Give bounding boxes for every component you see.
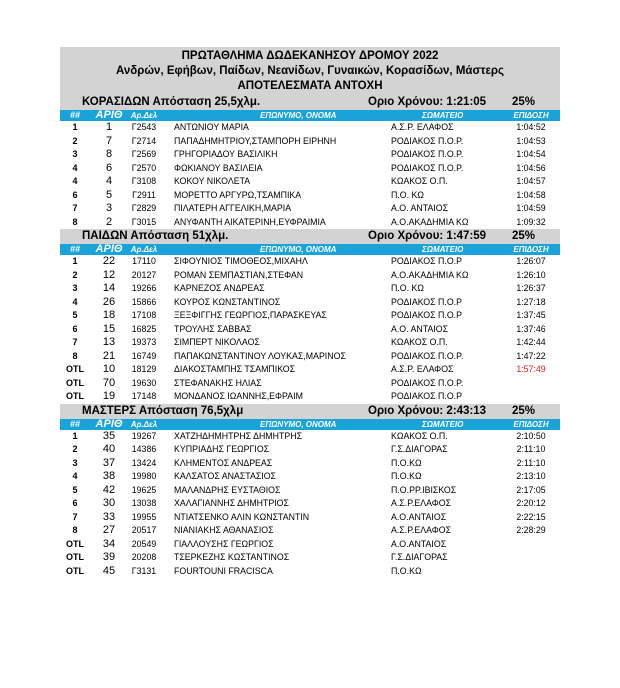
rank-cell: 3: [72, 457, 78, 468]
club-cell: ΡΟΔΙΑΚΟΣ Π.Ο.Ρ.: [391, 149, 464, 159]
license-cell: Γ2570: [131, 162, 157, 173]
club-cell: Π.Ο. ΚΩ: [391, 189, 424, 200]
time-cell: 2:13:10: [516, 471, 546, 481]
rank-cell: OTL: [66, 391, 84, 401]
license-cell: 17108: [131, 310, 157, 320]
athlete-name-cell: ΓΡΗΓΟΡΙΑΔΟΥ ΒΑΣΙΛΙΚΗ: [174, 149, 278, 159]
header-title: ΠΡΩΤΑΘΛΗΜΑ ΔΩΔΕΚΑΝΗΣΟΥ ΔΡΟΜΟΥ 2022: [181, 50, 439, 62]
athlete-name-cell: ΣΙΦΟΥΝΙΟΣ ΤΙΜΟΘΕΟΣ,ΜΙΧΑΗΛ: [174, 256, 308, 266]
rank-cell: 6: [72, 498, 78, 508]
athlete-name-cell: ΧΑΛΑΓΙΑΝΝΗΣ ΔΗΜΗΤΡΙΟΣ: [174, 498, 289, 508]
result-row: [60, 282, 560, 296]
rank-cell: 5: [72, 310, 78, 320]
license-cell: 19630: [131, 377, 157, 388]
bib-cell: 21: [102, 349, 116, 362]
club-cell: ΡΟΔΙΑΚΟΣ Π.Ο.Ρ.: [391, 350, 464, 361]
club-header: ΣΩΜΑΤΕΙΟ: [422, 419, 464, 429]
name-header: ΕΠΩΝΥΜΟ, ΟΝΟΜΑ: [260, 111, 337, 120]
result-row: [60, 135, 560, 149]
result-row: [60, 565, 560, 579]
result-row: [60, 255, 560, 269]
result-row: [60, 470, 560, 484]
result-row: [60, 121, 560, 135]
club-header: ΣΩΜΑΤΕΙΟ: [422, 111, 464, 120]
section-header: [60, 95, 560, 110]
club-cell: Π.Ο.ΚΩ: [391, 457, 422, 468]
bib-cell: 12: [102, 268, 116, 281]
license-cell: 16825: [131, 323, 157, 334]
license-cell: Γ3131: [131, 565, 157, 576]
result-row: [60, 377, 560, 391]
time-cell: 1:47:22: [516, 350, 546, 361]
time-limit: Οριο Χρόνου: 1:47:59: [368, 230, 487, 242]
section-header: [60, 404, 560, 419]
club-cell: ΚΩΑΚΟΣ Ο.Π.: [391, 337, 448, 347]
time-cell: 1:42:44: [516, 337, 546, 347]
time-cell: 1:04:56: [516, 162, 546, 173]
athlete-name-cell: ΠΑΠΑΔΗΜΗΤΡΙΟΥ,ΣΤΑΜΠΟΡΗ ΕΙΡΗΝΗ: [174, 135, 337, 146]
license-cell: Γ3108: [131, 176, 157, 186]
result-row: [60, 148, 560, 162]
license-cell: 19373: [131, 337, 157, 347]
result-row: [60, 216, 560, 230]
rank-cell: 1: [72, 430, 78, 441]
results-sections: [60, 95, 560, 578]
result-row: [60, 202, 560, 216]
bib-cell: 45: [102, 564, 116, 577]
limit-percent: 25%: [512, 230, 536, 242]
name-header: ΕΠΩΝΥΜΟ, ΟΝΟΜΑ: [260, 419, 337, 429]
result-row: [60, 538, 560, 552]
rank-header: ##: [69, 244, 80, 254]
athlete-name-cell: ΜΟΡΕΤΤΟ ΑΡΓΥΡΩ,ΤΣΑΜΠΙΚΑ: [174, 189, 302, 200]
result-row: [60, 430, 560, 444]
bib-cell: 35: [102, 429, 116, 442]
athlete-name-cell: ΦΩΚΙΑΝΟΥ ΒΑΣΙΛΕΙΑ: [174, 162, 263, 173]
column-header-row: [60, 244, 560, 255]
athlete-name-cell: ΜΑΛΑΝΔΡΗΣ ΕΥΣΤΑΘΙΟΣ: [174, 484, 281, 495]
rank-cell: OTL: [66, 538, 84, 549]
athlete-name-cell: ΜΟΝΔΑΝΟΣ ΙΩΑΝΝΗΣ,ΕΦΡΑΙΜ: [174, 391, 303, 401]
time-cell: 1:04:52: [516, 122, 546, 132]
bib-cell: 22: [102, 255, 116, 267]
result-row: [60, 363, 560, 377]
bib-cell: 26: [102, 295, 116, 308]
athlete-name-cell: ΠΙΛΑΤΕΡΗ ΑΓΓΕΛΙΚΗ,ΜΑΡΙΑ: [174, 203, 292, 213]
license-cell: 13038: [131, 498, 157, 508]
bib-cell: 70: [102, 376, 116, 389]
time-cell: 2:22:15: [516, 511, 546, 522]
time-cell: 1:04:53: [516, 135, 546, 146]
bib-cell: 13: [102, 336, 116, 348]
column-header-row: [60, 419, 560, 430]
license-cell: Γ2911: [132, 189, 156, 200]
athlete-name-cell: ΝΙΑΝΙΑΚΗΣ ΑΘΑΝΑΣΙΟΣ: [174, 525, 274, 535]
result-row: [60, 390, 560, 404]
license-cell: 16749: [131, 350, 157, 361]
athlete-name-cell: ΣΙΜΠΕΡΤ ΝΙΚΟΛΑΟΣ: [174, 337, 260, 347]
bib-cell: 38: [102, 470, 116, 482]
time-cell: 1:37:46: [516, 323, 546, 334]
bib-cell: 6: [105, 161, 113, 174]
rank-cell: 4: [72, 471, 78, 481]
time-cell: 2:11:10: [516, 457, 546, 468]
bib-cell: 42: [102, 483, 116, 496]
bib-cell: 30: [102, 497, 116, 509]
license-cell: Γ2829: [131, 203, 157, 213]
athlete-name-cell: ΤΣΕΡΚΕΖΗΣ ΚΩΣΤΑΝΤΙΝΟΣ: [174, 552, 290, 562]
time-cell: 1:26:37: [516, 283, 546, 293]
bib-cell: 37: [102, 456, 116, 469]
bib-cell: 5: [105, 188, 113, 201]
result-row: [60, 323, 560, 337]
club-cell: Α.Σ.Ρ. ΕΛΑΦΟΣ: [391, 122, 454, 132]
rank-cell: 1: [72, 122, 78, 132]
bib-cell: 4: [105, 175, 113, 187]
license-header: Αρ.Δελ: [130, 245, 158, 254]
club-header: ΣΩΜΑΤΕΙΟ: [422, 245, 464, 254]
athlete-name-cell: ΚΟΥΡΟΣ ΚΩΝΣΤΑΝΤΙΝΟΣ: [174, 296, 281, 307]
bib-cell: 39: [102, 551, 116, 563]
club-cell: Α.Ο.ΑΚΑΔΗΜΙΑ ΚΩ: [391, 269, 469, 280]
license-cell: 19955: [131, 511, 157, 522]
license-header: Αρ.Δελ: [130, 111, 158, 120]
rank-cell: 3: [72, 149, 78, 159]
athlete-name-cell: ΚΥΠΡΙΑΔΗΣ ΓΕΩΡΓΙΟΣ: [174, 444, 270, 454]
results-document: [60, 47, 560, 578]
club-cell: ΡΟΔΙΑΚΟΣ Π.Ο.Ρ.: [391, 377, 464, 388]
license-cell: 13424: [131, 457, 157, 468]
result-row: [60, 551, 560, 565]
bib-cell: 1: [105, 121, 113, 133]
time-cell: 2:10:50: [516, 430, 546, 441]
result-row: [60, 189, 560, 203]
club-cell: Α.Ο.ΑΚΑΔΗΜΙΑ ΚΩ: [391, 216, 469, 227]
club-cell: Α.Ο. ΑΝΤΑΙΟΣ: [391, 323, 449, 334]
license-cell: Γ2714: [131, 135, 157, 146]
club-cell: ΡΟΔΙΑΚΟΣ Π.Ο.Ρ: [391, 256, 462, 266]
license-cell: 17148: [131, 391, 157, 401]
section-title: ΠΑΙΔΩΝ Απόσταση 51χλμ.: [82, 230, 229, 242]
bib-header: ΑΡΙΘ: [95, 109, 123, 121]
bib-header: ΑΡΙΘ: [95, 243, 123, 255]
bib-cell: 34: [102, 537, 116, 550]
license-cell: Γ2569: [131, 149, 157, 159]
athlete-name-cell: ΣΤΕΦΑΝΑΚΗΣ ΗΛΙΑΣ: [174, 377, 262, 388]
club-cell: ΡΟΔΙΑΚΟΣ Π.Ο.Ρ: [391, 391, 462, 401]
time-limit: Οριο Χρόνου: 2:43:13: [368, 404, 487, 417]
bib-header: ΑΡΙΘ: [95, 417, 123, 430]
license-cell: 19625: [131, 484, 157, 495]
license-cell: 19266: [131, 283, 157, 293]
limit-percent: 25%: [512, 404, 536, 417]
rank-cell: 4: [72, 162, 78, 173]
club-cell: Γ.Σ.ΔΙΑΓΟΡΑΣ: [391, 444, 448, 454]
rank-cell: 7: [72, 203, 78, 213]
bib-cell: 10: [102, 363, 116, 375]
bib-cell: 19: [102, 390, 116, 402]
club-cell: ΡΟΔΙΑΚΟΣ Π.Ο.Ρ: [391, 296, 462, 307]
bib-cell: 15: [102, 322, 116, 335]
rank-cell: 8: [72, 350, 78, 361]
time-cell: 1:04:58: [516, 189, 546, 200]
time-cell: 2:20:12: [516, 498, 546, 508]
bib-cell: 8: [105, 148, 113, 160]
result-row: [60, 484, 560, 498]
time-cell: 1:04:59: [516, 203, 546, 213]
bib-cell: 3: [105, 202, 113, 214]
time-header: ΕΠΙΔΟΣΗ: [513, 245, 549, 254]
rank-header: ##: [69, 418, 80, 429]
club-cell: Α.Σ.Ρ. ΕΛΑΦΟΣ: [391, 364, 454, 374]
rank-cell: 6: [72, 189, 78, 200]
rank-cell: 2: [72, 269, 78, 280]
rank-cell: 7: [72, 511, 78, 522]
rank-cell: 1: [72, 256, 78, 266]
club-cell: Α.Ο.ΑΝΤΑΙΟΣ: [391, 511, 447, 522]
rank-cell: OTL: [66, 552, 84, 562]
document-header: [60, 47, 560, 95]
club-cell: ΚΩΑΚΟΣ Ο.Π.: [391, 430, 448, 441]
club-cell: ΚΩΑΚΟΣ Ο.Π.: [391, 176, 448, 186]
athlete-name-cell: ΚΛΗΜΕΝΤΟΣ ΑΝΔΡΕΑΣ: [174, 457, 273, 468]
club-cell: Π.Ο.ΚΩ: [391, 565, 422, 576]
time-cell: 1:57:49: [516, 364, 546, 374]
license-cell: 18129: [131, 364, 157, 374]
club-cell: Α.Σ.Ρ.ΕΛΑΦΟΣ: [391, 498, 452, 508]
result-row: [60, 336, 560, 350]
athlete-name-cell: ΧΑΤΖΗΔΗΜΗΤΡΗΣ ΔΗΜΗΤΡΗΣ: [174, 430, 303, 441]
header-categories: Ανδρών, Εφήβων, Παίδων, Νεανίδων, Γυναικών, Κορασίδων, Μάστερς: [115, 65, 505, 77]
license-cell: Γ2543: [131, 122, 157, 132]
club-cell: Γ.Σ.ΔΙΑΓΟΡΑΣ: [391, 552, 448, 562]
time-cell: 1:27:18: [516, 296, 546, 307]
athlete-name-cell: ΔΙΑΚΟΣΤΑΜΠΗΣ ΤΣΑΜΠΙΚΟΣ: [174, 364, 296, 374]
rank-cell: 4: [72, 176, 78, 186]
athlete-name-cell: ΤΡΟΥΛΗΣ ΣΑΒΒΑΣ: [174, 323, 252, 334]
bib-cell: 7: [105, 134, 113, 147]
athlete-name-cell: ΑΝΤΩΝΙΟΥ ΜΑΡΙΑ: [174, 122, 249, 132]
license-cell: 20549: [131, 538, 157, 549]
time-limit: Οριο Χρόνου: 1:21:05: [368, 96, 487, 108]
club-cell: Α.Σ.Ρ.ΕΛΑΦΟΣ: [391, 525, 452, 535]
license-cell: Γ3015: [131, 216, 157, 227]
athlete-name-cell: ΚΟΚΟΥ ΝΙΚΟΛΕΤΑ: [174, 176, 251, 186]
time-cell: 2:28:29: [516, 525, 546, 535]
time-cell: 1:26:07: [516, 256, 546, 266]
time-cell: 2:17:05: [516, 484, 546, 495]
club-cell: Π.Ο.ΡΡ.ΙΒΙΣΚΟΣ: [391, 484, 457, 495]
rank-cell: OTL: [66, 364, 84, 374]
athlete-name-cell: ΠΑΠΑΚΩΝΣΤΑΝΤΙΝΟΥ ΛΟΥΚΑΣ,ΜΑΡΙΝΟΣ: [174, 350, 346, 361]
club-cell: Α.Ο. ΑΝΤΑΙΟΣ: [391, 203, 449, 213]
athlete-name-cell: ΡΟΜΑΝ ΣΕΜΠΑΣΤΙΑΝ,ΣΤΕΦΑΝ: [174, 269, 304, 280]
rank-cell: 7: [72, 337, 78, 347]
bib-cell: 14: [102, 282, 116, 294]
license-cell: 17110: [132, 256, 156, 266]
rank-cell: OTL: [66, 565, 84, 576]
result-row: [60, 175, 560, 189]
bib-cell: 2: [105, 215, 113, 228]
section-title: ΜΑΣΤΕΡΣ Απόσταση 76,5χλμ: [82, 404, 244, 417]
athlete-name-cell: ΝΤΙΑΤΣΕΝΚΟ ΑΛΙΝ ΚΩΝΣΤΑΝΤΙΝ: [174, 511, 310, 522]
rank-header: ##: [69, 110, 80, 120]
result-row: [60, 350, 560, 364]
license-header: Αρ.Δελ: [130, 419, 158, 429]
result-row: [60, 162, 560, 176]
section-header: [60, 229, 560, 244]
license-cell: 14386: [131, 444, 157, 454]
rank-cell: 6: [72, 323, 78, 334]
rank-cell: 8: [72, 216, 78, 227]
license-cell: 20127: [131, 269, 157, 280]
athlete-name-cell: ΚΑΡΝΕΖΟΣ ΑΝΔΡΕΑΣ: [174, 283, 265, 293]
rank-cell: 2: [72, 135, 78, 146]
license-cell: 19980: [131, 471, 157, 481]
athlete-name-cell: FOURTOUNI FRACISCA: [174, 565, 273, 576]
result-row: [60, 497, 560, 511]
license-cell: 19267: [131, 430, 157, 441]
time-cell: 1:04:57: [516, 176, 546, 186]
athlete-name-cell: ΞΕΞΦΙΓΓΗΣ ΓΕΩΡΓΙΟΣ,ΠΑΡΑΣΚΕΥΑΣ: [174, 310, 327, 320]
club-cell: Π.Ο.ΚΩ: [391, 471, 422, 481]
rank-cell: 5: [72, 484, 78, 495]
column-header-row: [60, 110, 560, 121]
bib-cell: 40: [102, 443, 116, 455]
name-header: ΕΠΩΝΥΜΟ, ΟΝΟΜΑ: [260, 245, 337, 254]
section-title: ΚΟΡΑΣΙΔΩΝ Απόσταση 25,5χλμ.: [82, 96, 261, 108]
time-header: ΕΠΙΔΟΣΗ: [513, 111, 549, 120]
time-cell: 1:26:10: [516, 269, 546, 280]
result-row: [60, 511, 560, 525]
header-subtitle: ΑΠΟΤΕΛΕΣΜΑΤΑ ΑΝΤΟΧΗ: [237, 80, 383, 92]
athlete-name-cell: ΚΑΛΣΑΤΟΣ ΑΝΑΣΤΑΣΙΟΣ: [174, 471, 276, 481]
time-header: ΕΠΙΔΟΣΗ: [513, 419, 549, 429]
club-cell: Α.Ο.ΑΝΤΑΙΟΣ: [391, 538, 447, 549]
bib-cell: 18: [102, 309, 116, 321]
rank-cell: 4: [72, 296, 78, 307]
result-row: [60, 309, 560, 323]
club-cell: Π.Ο. ΚΩ: [391, 283, 424, 293]
time-cell: 2:11:10: [516, 444, 546, 454]
license-cell: 15866: [131, 296, 157, 307]
time-cell: 1:09:32: [516, 216, 546, 227]
club-cell: ΡΟΔΙΑΚΟΣ Π.Ο.Ρ.: [391, 162, 464, 173]
club-cell: ΡΟΔΙΑΚΟΣ Π.Ο.Ρ: [391, 310, 462, 320]
athlete-name-cell: ΑΝΥΦΑΝΤΗ ΑΙΚΑΤΕΡΙΝΗ,ΕΥΦΡΑΙΜΙΑ: [174, 216, 326, 227]
bib-cell: 27: [102, 524, 116, 536]
rank-cell: 3: [72, 283, 78, 293]
result-row: [60, 269, 560, 283]
result-row: [60, 296, 560, 310]
license-cell: 20517: [131, 525, 157, 535]
rank-cell: 2: [72, 444, 78, 454]
result-row: [60, 443, 560, 457]
bib-cell: 33: [102, 510, 116, 523]
result-row: [60, 457, 560, 471]
rank-cell: 8: [72, 525, 78, 535]
time-cell: 1:37:45: [516, 310, 546, 320]
athlete-name-cell: ΓΙΑΛΛΟΥΣΗΣ ΓΕΩΡΓΙΟΣ: [174, 538, 274, 549]
limit-percent: 25%: [512, 96, 536, 108]
time-cell: 1:04:54: [516, 149, 546, 159]
rank-cell: OTL: [66, 377, 84, 388]
result-row: [60, 524, 560, 538]
club-cell: ΡΟΔΙΑΚΟΣ Π.Ο.Ρ.: [391, 135, 464, 146]
license-cell: 20208: [131, 552, 157, 562]
